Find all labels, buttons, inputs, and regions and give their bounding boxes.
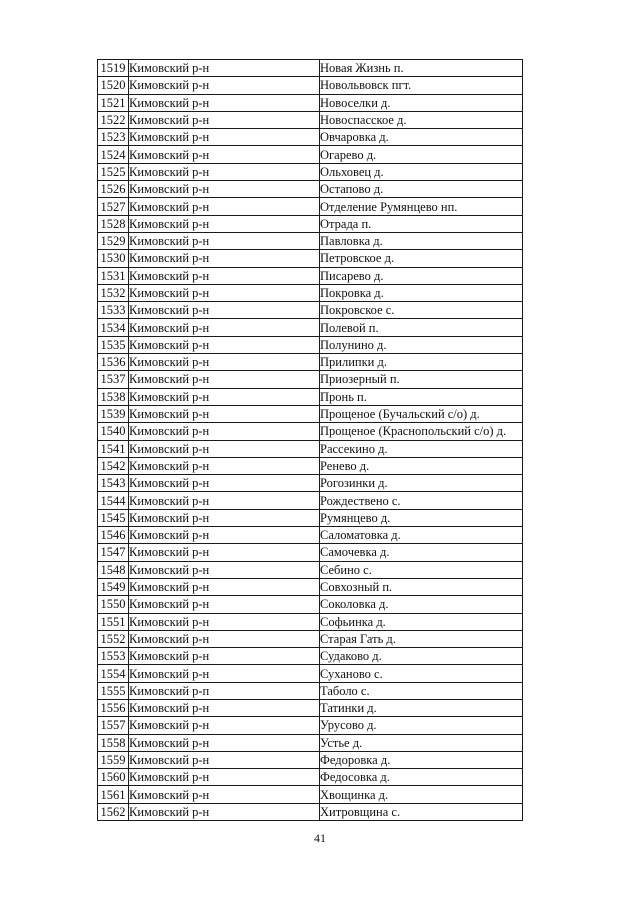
table-row: [98, 423, 523, 440]
district-cell: Кимовский р-н: [129, 596, 320, 613]
row-number-cell: 1543: [98, 475, 129, 492]
table-row: [98, 181, 523, 198]
district-cell: Кимовский р-н: [129, 198, 320, 215]
row-number-cell: 1522: [98, 111, 129, 128]
table-row: [98, 94, 523, 111]
settlement-cell: Новая Жизнь п.: [320, 60, 523, 77]
district-cell: Кимовский р-н: [129, 371, 320, 388]
settlement-cell: Писарево д.: [320, 267, 523, 284]
table-row: [98, 267, 523, 284]
district-cell: Кимовский р-н: [129, 111, 320, 128]
row-number-cell: 1550: [98, 596, 129, 613]
district-cell: Кимовский р-н: [129, 734, 320, 751]
table-row: [98, 527, 523, 544]
row-number-cell: 1538: [98, 388, 129, 405]
table-row: [98, 734, 523, 751]
settlement-cell: Павловка д.: [320, 232, 523, 249]
district-cell: Кимовский р-н: [129, 717, 320, 734]
table-row: [98, 146, 523, 163]
row-number-cell: 1546: [98, 527, 129, 544]
table-row: [98, 284, 523, 301]
row-number-cell: 1559: [98, 751, 129, 768]
settlement-cell: Прощеное (Бучальский с/о) д.: [320, 405, 523, 422]
settlement-cell: Федоровка д.: [320, 751, 523, 768]
district-cell: Кимовский р-н: [129, 751, 320, 768]
table-row: [98, 509, 523, 526]
row-number-cell: 1555: [98, 682, 129, 699]
settlement-cell: Устье д.: [320, 734, 523, 751]
settlement-cell: Новоселки д.: [320, 94, 523, 111]
row-number-cell: 1544: [98, 492, 129, 509]
table-row: [98, 786, 523, 803]
settlement-cell: Остапово д.: [320, 181, 523, 198]
settlement-cell: Румянцево д.: [320, 509, 523, 526]
district-cell: Кимовский р-н: [129, 354, 320, 371]
table-row: [98, 699, 523, 716]
settlement-cell: Отрада п.: [320, 215, 523, 232]
settlement-cell: Прощеное (Краснопольский с/о) д.: [320, 423, 523, 440]
settlement-cell: Новольвовск пгт.: [320, 77, 523, 94]
table-row: [98, 561, 523, 578]
district-cell: Кимовский р-н: [129, 250, 320, 267]
table-row: [98, 354, 523, 371]
table-row: [98, 630, 523, 647]
district-cell: Кимовский р-п: [129, 682, 320, 699]
row-number-cell: 1557: [98, 717, 129, 734]
table-row: [98, 371, 523, 388]
table-row: [98, 232, 523, 249]
district-cell: Кимовский р-н: [129, 181, 320, 198]
settlement-cell: Ренево д.: [320, 457, 523, 474]
table-row: [98, 682, 523, 699]
settlement-cell: Полевой п.: [320, 319, 523, 336]
row-number-cell: 1520: [98, 77, 129, 94]
row-number-cell: 1528: [98, 215, 129, 232]
row-number-cell: 1529: [98, 232, 129, 249]
row-number-cell: 1548: [98, 561, 129, 578]
district-cell: Кимовский р-н: [129, 319, 320, 336]
row-number-cell: 1541: [98, 440, 129, 457]
row-number-cell: 1562: [98, 803, 129, 820]
table-row: [98, 215, 523, 232]
district-cell: Кимовский р-н: [129, 440, 320, 457]
district-cell: Кимовский р-н: [129, 630, 320, 647]
row-number-cell: 1545: [98, 509, 129, 526]
row-number-cell: 1525: [98, 163, 129, 180]
row-number-cell: 1519: [98, 60, 129, 77]
row-number-cell: 1534: [98, 319, 129, 336]
row-number-cell: 1547: [98, 544, 129, 561]
settlement-cell: Саломатовка д.: [320, 527, 523, 544]
table-row: [98, 302, 523, 319]
row-number-cell: 1558: [98, 734, 129, 751]
settlement-cell: Пронь п.: [320, 388, 523, 405]
district-cell: Кимовский р-н: [129, 146, 320, 163]
district-cell: Кимовский р-н: [129, 129, 320, 146]
row-number-cell: 1533: [98, 302, 129, 319]
settlement-cell: Судаково д.: [320, 648, 523, 665]
settlement-cell: Приозерный п.: [320, 371, 523, 388]
district-cell: Кимовский р-н: [129, 786, 320, 803]
row-number-cell: 1560: [98, 769, 129, 786]
settlement-cell: Самочевка д.: [320, 544, 523, 561]
district-cell: Кимовский р-н: [129, 699, 320, 716]
settlement-cell: Соколовка д.: [320, 596, 523, 613]
row-number-cell: 1536: [98, 354, 129, 371]
table-row: [98, 613, 523, 630]
row-number-cell: 1521: [98, 94, 129, 111]
district-cell: Кимовский р-н: [129, 648, 320, 665]
settlement-cell: Татинки д.: [320, 699, 523, 716]
row-number-cell: 1556: [98, 699, 129, 716]
settlement-cell: Новоспасское д.: [320, 111, 523, 128]
row-number-cell: 1552: [98, 630, 129, 647]
district-cell: Кимовский р-н: [129, 527, 320, 544]
table-row: [98, 198, 523, 215]
row-number-cell: 1527: [98, 198, 129, 215]
district-cell: Кимовский р-н: [129, 578, 320, 595]
settlement-cell: Рогозинки д.: [320, 475, 523, 492]
settlement-cell: Хвощинка д.: [320, 786, 523, 803]
table-row: [98, 751, 523, 768]
settlement-cell: Совхозный п.: [320, 578, 523, 595]
settlement-cell: Себино с.: [320, 561, 523, 578]
table-row: [98, 769, 523, 786]
settlement-cell: Овчаровка д.: [320, 129, 523, 146]
district-cell: Кимовский р-н: [129, 405, 320, 422]
settlement-cell: Полунино д.: [320, 336, 523, 353]
row-number-cell: 1524: [98, 146, 129, 163]
table-row: [98, 596, 523, 613]
row-number-cell: 1537: [98, 371, 129, 388]
settlement-cell: Прилипки д.: [320, 354, 523, 371]
table-row: [98, 111, 523, 128]
settlement-cell: Покровское с.: [320, 302, 523, 319]
row-number-cell: 1542: [98, 457, 129, 474]
row-number-cell: 1535: [98, 336, 129, 353]
row-number-cell: 1540: [98, 423, 129, 440]
page-number: 41: [314, 831, 326, 845]
settlement-cell: Федосовка д.: [320, 769, 523, 786]
settlement-cell: Таболо с.: [320, 682, 523, 699]
table-row: [98, 60, 523, 77]
row-number-cell: 1539: [98, 405, 129, 422]
row-number-cell: 1530: [98, 250, 129, 267]
district-cell: Кимовский р-н: [129, 769, 320, 786]
table-row: [98, 129, 523, 146]
settlement-cell: Софьинка д.: [320, 613, 523, 630]
settlement-cell: Суханово с.: [320, 665, 523, 682]
table-row: [98, 319, 523, 336]
district-cell: Кимовский р-н: [129, 388, 320, 405]
row-number-cell: 1523: [98, 129, 129, 146]
settlement-cell: Огарево д.: [320, 146, 523, 163]
settlement-cell: Ольховец д.: [320, 163, 523, 180]
district-cell: Кимовский р-н: [129, 336, 320, 353]
row-number-cell: 1532: [98, 284, 129, 301]
district-cell: Кимовский р-н: [129, 94, 320, 111]
district-cell: Кимовский р-н: [129, 665, 320, 682]
district-cell: Кимовский р-н: [129, 60, 320, 77]
table-row: [98, 475, 523, 492]
settlement-cell: Петровское д.: [320, 250, 523, 267]
table-row: [98, 492, 523, 509]
district-cell: Кимовский р-н: [129, 492, 320, 509]
row-number-cell: 1561: [98, 786, 129, 803]
table-row: [98, 336, 523, 353]
district-cell: Кимовский р-н: [129, 302, 320, 319]
table-row: [98, 250, 523, 267]
district-cell: Кимовский р-н: [129, 77, 320, 94]
row-number-cell: 1551: [98, 613, 129, 630]
settlements-table-body: [98, 60, 523, 821]
table-row: [98, 163, 523, 180]
district-cell: Кимовский р-н: [129, 284, 320, 301]
district-cell: Кимовский р-н: [129, 267, 320, 284]
district-cell: Кимовский р-н: [129, 457, 320, 474]
district-cell: Кимовский р-н: [129, 561, 320, 578]
table-row: [98, 544, 523, 561]
settlement-cell: Хитровщина с.: [320, 803, 523, 820]
district-cell: Кимовский р-н: [129, 475, 320, 492]
district-cell: Кимовский р-н: [129, 803, 320, 820]
table-row: [98, 405, 523, 422]
settlement-cell: Старая Гать д.: [320, 630, 523, 647]
settlement-cell: Урусово д.: [320, 717, 523, 734]
settlement-cell: Покровка д.: [320, 284, 523, 301]
table-row: [98, 77, 523, 94]
settlement-cell: Рассекино д.: [320, 440, 523, 457]
row-number-cell: 1526: [98, 181, 129, 198]
row-number-cell: 1549: [98, 578, 129, 595]
district-cell: Кимовский р-н: [129, 232, 320, 249]
table-row: [98, 440, 523, 457]
row-number-cell: 1554: [98, 665, 129, 682]
table-row: [98, 803, 523, 820]
district-cell: Кимовский р-н: [129, 423, 320, 440]
district-cell: Кимовский р-н: [129, 613, 320, 630]
district-cell: Кимовский р-н: [129, 215, 320, 232]
district-cell: Кимовский р-н: [129, 163, 320, 180]
row-number-cell: 1553: [98, 648, 129, 665]
settlement-cell: Рождествено с.: [320, 492, 523, 509]
table-row: [98, 665, 523, 682]
district-cell: Кимовский р-н: [129, 509, 320, 526]
settlement-cell: Отделение Румянцево нп.: [320, 198, 523, 215]
row-number-cell: 1531: [98, 267, 129, 284]
settlements-table: [97, 59, 523, 821]
table-row: [98, 578, 523, 595]
table-row: [98, 457, 523, 474]
table-row: [98, 648, 523, 665]
table-row: [98, 388, 523, 405]
district-cell: Кимовский р-н: [129, 544, 320, 561]
table-row: [98, 717, 523, 734]
